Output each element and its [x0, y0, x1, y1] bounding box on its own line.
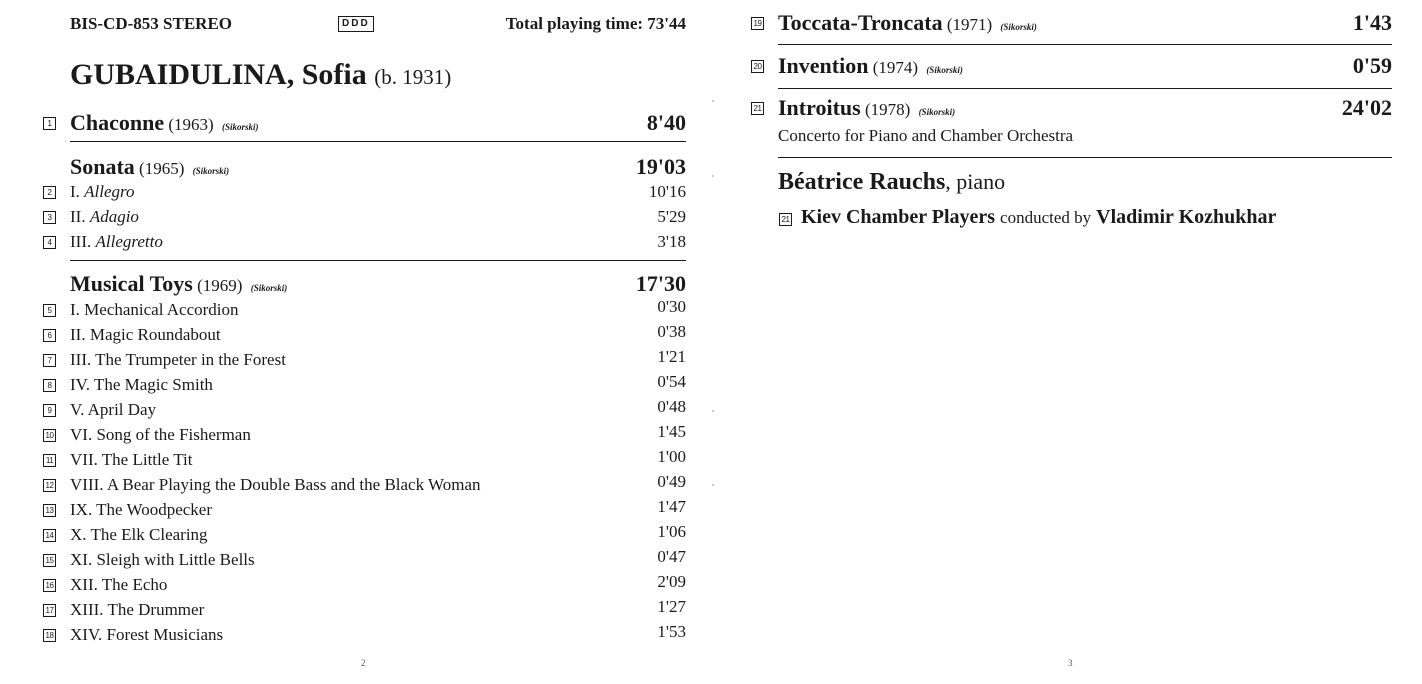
track-title: XIV. Forest Musicians	[70, 625, 224, 644]
track-number-box: 21	[779, 213, 792, 226]
track-number-box: 8	[43, 379, 56, 392]
divider	[778, 88, 1392, 89]
track-duration: 0'38	[657, 322, 686, 341]
track-title: X. The Elk Clearing	[70, 525, 208, 544]
track-title: I. Mechanical Accordion	[70, 300, 239, 319]
track-duration: 0'49	[657, 472, 686, 491]
track-duration: 1'00	[657, 447, 686, 466]
soloist-credit	[778, 169, 1005, 196]
track-number-box: 11	[43, 454, 56, 467]
track-number-box: 7	[43, 354, 56, 367]
divider	[778, 44, 1392, 45]
track-number-box: 3	[43, 211, 56, 224]
work-duration: 1'43	[1352, 10, 1392, 35]
track-title: IX. The Woodpecker	[70, 500, 212, 519]
ddd-badge: DDD	[338, 16, 374, 32]
track-duration: 0'30	[657, 297, 686, 316]
track-number-box: 13	[43, 504, 56, 517]
track-duration: 1'45	[657, 422, 686, 441]
composer-heading	[70, 58, 451, 92]
track-number-box: 4	[43, 236, 56, 249]
track-title: II. Adagio	[70, 207, 139, 226]
page-number: 2	[361, 658, 366, 668]
work-title-chaconne: Chaconne (1963) (Sikorski)	[70, 110, 259, 135]
catalog-number: BIS-CD-853 STEREO	[70, 14, 233, 33]
track-number-box: 12	[43, 479, 56, 492]
work-duration: 8'40	[646, 110, 686, 135]
track-title: III. Allegretto	[70, 232, 163, 251]
track-title: III. The Trumpeter in the Forest	[70, 350, 286, 369]
track-duration: 1'47	[657, 497, 686, 516]
track-number-box: 6	[43, 329, 56, 342]
track-title: XIII. The Drummer	[70, 600, 205, 619]
composer-dates: (b. 1931)	[374, 65, 452, 89]
work-title-introitus: Introitus (1978) (Sikorski)	[778, 95, 956, 120]
ensemble-connector: conducted by	[1000, 208, 1092, 227]
work-subtitle: Concerto for Piano and Chamber Orchestra	[778, 126, 1074, 145]
track-number-box: 2	[43, 186, 56, 199]
track-number-box: 18	[43, 629, 56, 642]
track-number-box: 19	[751, 17, 764, 30]
composer-name: GUBAIDULINA, Sofia	[70, 58, 367, 91]
track-title: II. Magic Roundabout	[70, 325, 221, 344]
track-title: V. April Day	[70, 400, 157, 419]
track-number-box: 21	[751, 102, 764, 115]
track-number-box: 20	[751, 60, 764, 73]
track-title: VII. The Little Tit	[70, 450, 193, 469]
track-duration: 1'21	[657, 347, 686, 366]
track-duration: 0'48	[657, 397, 686, 416]
divider	[70, 141, 686, 142]
track-number-box: 14	[43, 529, 56, 542]
track-duration: 0'47	[657, 547, 686, 566]
track-duration: 3'18	[657, 232, 686, 251]
page-number: 3	[1068, 658, 1073, 668]
work-title-toccata-troncata: Toccata-Troncata (1971) (Sikorski)	[778, 10, 1037, 35]
work-duration: 17'30	[635, 271, 686, 296]
track-number-box: 17	[43, 604, 56, 617]
work-duration: 24'02	[1341, 95, 1392, 120]
track-duration: 1'06	[657, 522, 686, 541]
divider	[778, 157, 1392, 158]
booklet-page-right	[711, 0, 1422, 684]
divider	[70, 260, 686, 261]
track-duration: 10'16	[648, 182, 686, 201]
ensemble-name: Kiev Chamber Players	[801, 206, 996, 228]
track-title: VIII. A Bear Playing the Double Bass and the Black Woman	[70, 475, 481, 494]
conductor-name: Vladimir Kozhukhar	[1096, 206, 1277, 228]
track-title: I. Allegro	[70, 182, 135, 201]
work-title-sonata: Sonata (1965) (Sikorski)	[70, 154, 230, 179]
track-title: XII. The Echo	[70, 575, 168, 594]
track-title: XI. Sleigh with Little Bells	[70, 550, 255, 569]
soloist-name: Béatrice Rauchs	[778, 169, 946, 195]
track-number-box: 16	[43, 579, 56, 592]
header-line	[70, 14, 686, 38]
soloist-role: , piano	[945, 169, 1006, 194]
work-duration: 19'03	[635, 154, 686, 179]
work-duration: 0'59	[1352, 53, 1392, 78]
total-playing-time: Total playing time: 73'44	[505, 14, 686, 33]
track-duration: 0'54	[657, 372, 686, 391]
ensemble-credit	[801, 206, 1276, 229]
work-title-invention: Invention (1974) (Sikorski)	[778, 53, 963, 78]
track-duration: 1'27	[657, 597, 686, 616]
track-number-box: 15	[43, 554, 56, 567]
track-number-box: 10	[43, 429, 56, 442]
track-number-box: 9	[43, 404, 56, 417]
track-duration: 5'29	[657, 207, 686, 226]
track-duration: 1'53	[657, 622, 686, 641]
track-number-box: 5	[43, 304, 56, 317]
track-number-box: 1	[43, 117, 56, 130]
track-duration: 2'09	[657, 572, 686, 591]
work-title-musical-toys: Musical Toys (1969) (Sikorski)	[70, 271, 288, 296]
track-title: VI. Song of the Fisherman	[70, 425, 251, 444]
track-title: IV. The Magic Smith	[70, 375, 213, 394]
